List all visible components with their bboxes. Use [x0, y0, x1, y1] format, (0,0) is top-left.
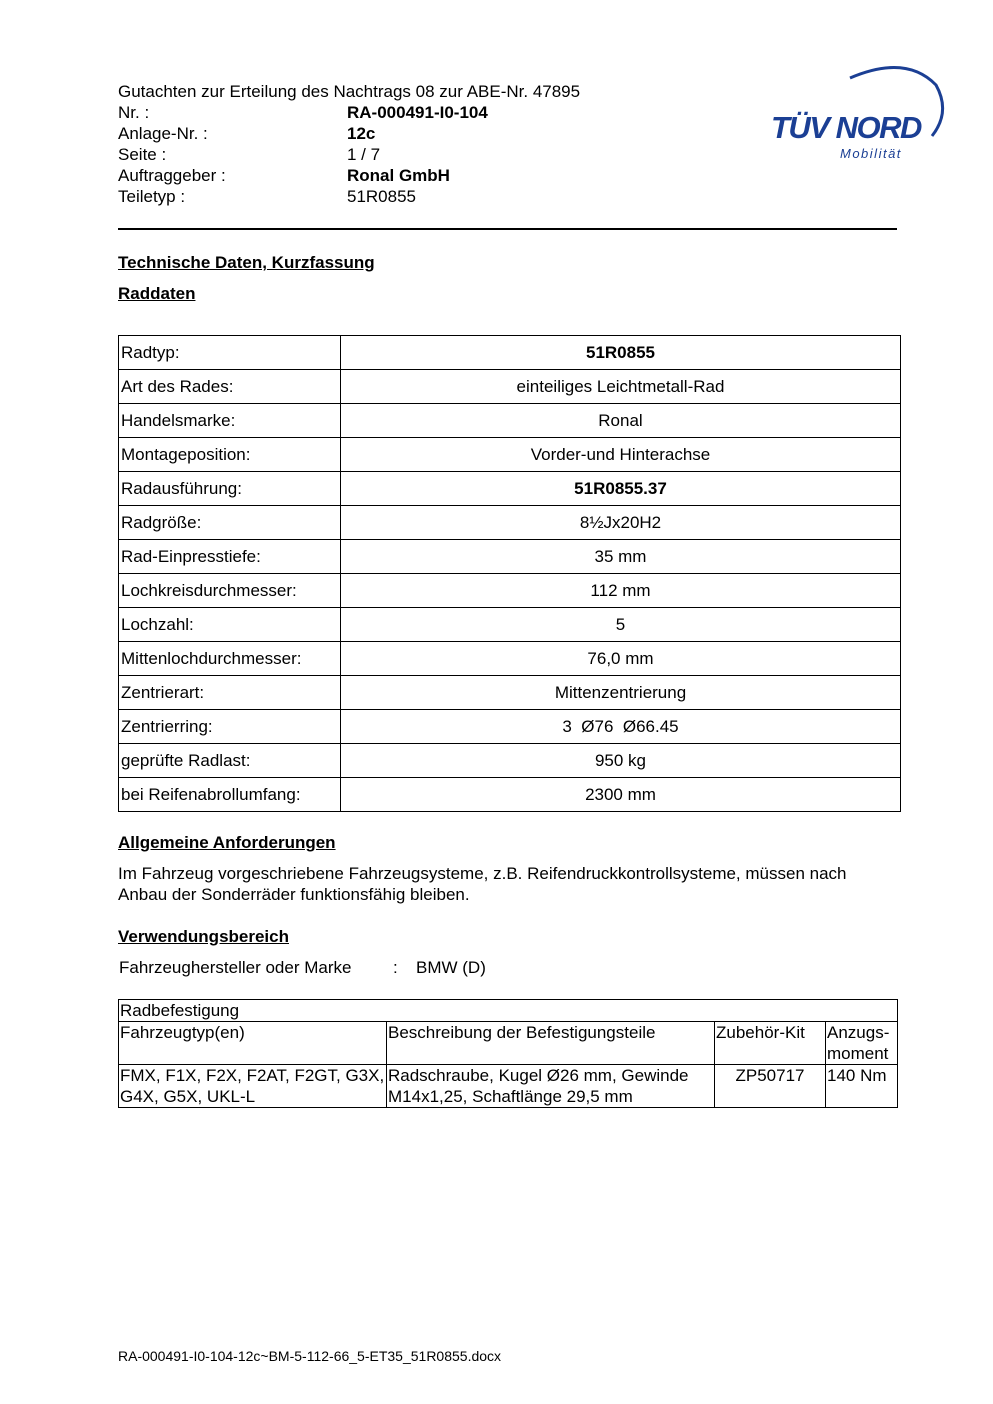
logo-brand: TÜV NORD	[771, 110, 921, 145]
footer-filename: RA-000491-I0-104-12c~BM-5-112-66_5-ET35_51R0855.docx	[118, 1348, 502, 1364]
tuv-nord-logo	[768, 60, 948, 165]
header-label: Teiletyp :	[118, 187, 186, 206]
table-row	[119, 404, 901, 438]
row-value: 35 mm	[341, 540, 901, 574]
header-row-auftraggeber	[118, 165, 580, 186]
row-value: 51R0855	[341, 336, 901, 370]
section-technische-daten: Technische Daten, Kurzfassung	[118, 253, 375, 272]
header-fahrzeugtyp: Fahrzeugtyp(en)	[119, 1022, 387, 1065]
header-row-seite	[118, 144, 580, 165]
table-row	[119, 438, 901, 472]
table-row	[119, 608, 901, 642]
verwendung-label: Fahrzeughersteller oder Marke	[119, 958, 352, 977]
row-value: 2300 mm	[341, 778, 901, 812]
row-key: Lochzahl:	[119, 608, 341, 642]
table-row	[119, 710, 901, 744]
radbefestigung-table	[118, 999, 898, 1108]
logo-subtitle: Mobilität	[840, 146, 902, 161]
header-label: Anlage-Nr. :	[118, 124, 208, 143]
section-verwendung: Verwendungsbereich	[118, 927, 289, 946]
cell-beschreibung: Radschraube, Kugel Ø26 mm, Gewinde M14x1,25, Schaftlänge 29,5 mm	[387, 1065, 715, 1108]
row-key: Radtyp:	[119, 336, 341, 370]
row-key: Handelsmarke:	[119, 404, 341, 438]
row-value: 112 mm	[341, 574, 901, 608]
table-header-row	[119, 1022, 898, 1065]
table-row	[119, 574, 901, 608]
table-row	[119, 540, 901, 574]
allgemeine-text: Im Fahrzeug vorgeschriebene Fahrzeugsysteme, z.B. Reifendruckkontrollsysteme, müssen nach Anbau der Sonderräder funktionsfähig bleiben.	[118, 864, 847, 904]
header-row-nr	[118, 102, 580, 123]
row-value: 950 kg	[341, 744, 901, 778]
header-label: Nr. :	[118, 103, 150, 122]
verwendung-separator: :	[393, 958, 398, 977]
table-row	[119, 1065, 898, 1108]
table-row	[119, 778, 901, 812]
row-key: Radausführung:	[119, 472, 341, 506]
cell-fahrzeugtyp: FMX, F1X, F2X, F2AT, F2GT, G3X, G4X, G5X, UKL-L	[119, 1065, 387, 1108]
header-zubehoer-kit: Zubehör-Kit	[715, 1022, 826, 1065]
row-key: bei Reifenabrollumfang:	[119, 778, 341, 812]
section-raddaten: Raddaten	[118, 284, 196, 303]
row-value: 8½Jx20H2	[341, 506, 901, 540]
header-value: 51R0855	[347, 187, 417, 206]
document-title: Gutachten zur Erteilung des Nachtrags 08 zur ABE-Nr. 47895	[118, 82, 581, 101]
section-allgemeine: Allgemeine Anforderungen	[118, 833, 336, 852]
row-value: 51R0855.37	[341, 472, 901, 506]
row-value: Mittenzentrierung	[341, 676, 901, 710]
header-value: 1 / 7	[347, 145, 381, 164]
row-key: Zentrierart:	[119, 676, 341, 710]
row-value: 3 Ø76 Ø66.45	[341, 710, 901, 744]
header-label: Seite :	[118, 145, 167, 164]
header-label: Auftraggeber :	[118, 166, 226, 185]
table-row	[119, 336, 901, 370]
raddaten-table	[118, 335, 901, 812]
header-value: RA-000491-I0-104	[347, 103, 488, 122]
row-key: Zentrierring:	[119, 710, 341, 744]
row-key: Art des Rades:	[119, 370, 341, 404]
row-key: Rad-Einpresstiefe:	[119, 540, 341, 574]
row-value: einteiliges Leichtmetall-Rad	[341, 370, 901, 404]
row-key: Radgröße:	[119, 506, 341, 540]
row-value: Ronal	[341, 404, 901, 438]
table-row	[119, 642, 901, 676]
document-header	[118, 81, 580, 207]
table-row	[119, 1000, 898, 1022]
header-value: Ronal GmbH	[347, 166, 450, 185]
header-anzugsmoment: Anzugs-moment	[826, 1022, 898, 1065]
header-row-teiletyp	[118, 186, 580, 207]
table-row	[119, 744, 901, 778]
row-key: geprüfte Radlast:	[119, 744, 341, 778]
row-value: Vorder-und Hinterachse	[341, 438, 901, 472]
header-divider	[118, 228, 897, 230]
table-row	[119, 472, 901, 506]
cell-anzugsmoment: 140 Nm	[826, 1065, 898, 1108]
header-value: 12c	[347, 124, 376, 143]
table-row	[119, 370, 901, 404]
row-key: Mittenlochdurchmesser:	[119, 642, 341, 676]
row-key: Montageposition:	[119, 438, 341, 472]
table-title: Radbefestigung	[119, 1000, 898, 1022]
table-row	[119, 506, 901, 540]
cell-zubehoer-kit: ZP50717	[715, 1065, 826, 1108]
row-value: 76,0 mm	[341, 642, 901, 676]
verwendung-value: BMW (D)	[416, 958, 486, 977]
row-key: Lochkreisdurchmesser:	[119, 574, 341, 608]
header-row-anlage	[118, 123, 580, 144]
table-row	[119, 676, 901, 710]
row-value: 5	[341, 608, 901, 642]
header-beschreibung: Beschreibung der Befestigungsteile	[387, 1022, 715, 1065]
